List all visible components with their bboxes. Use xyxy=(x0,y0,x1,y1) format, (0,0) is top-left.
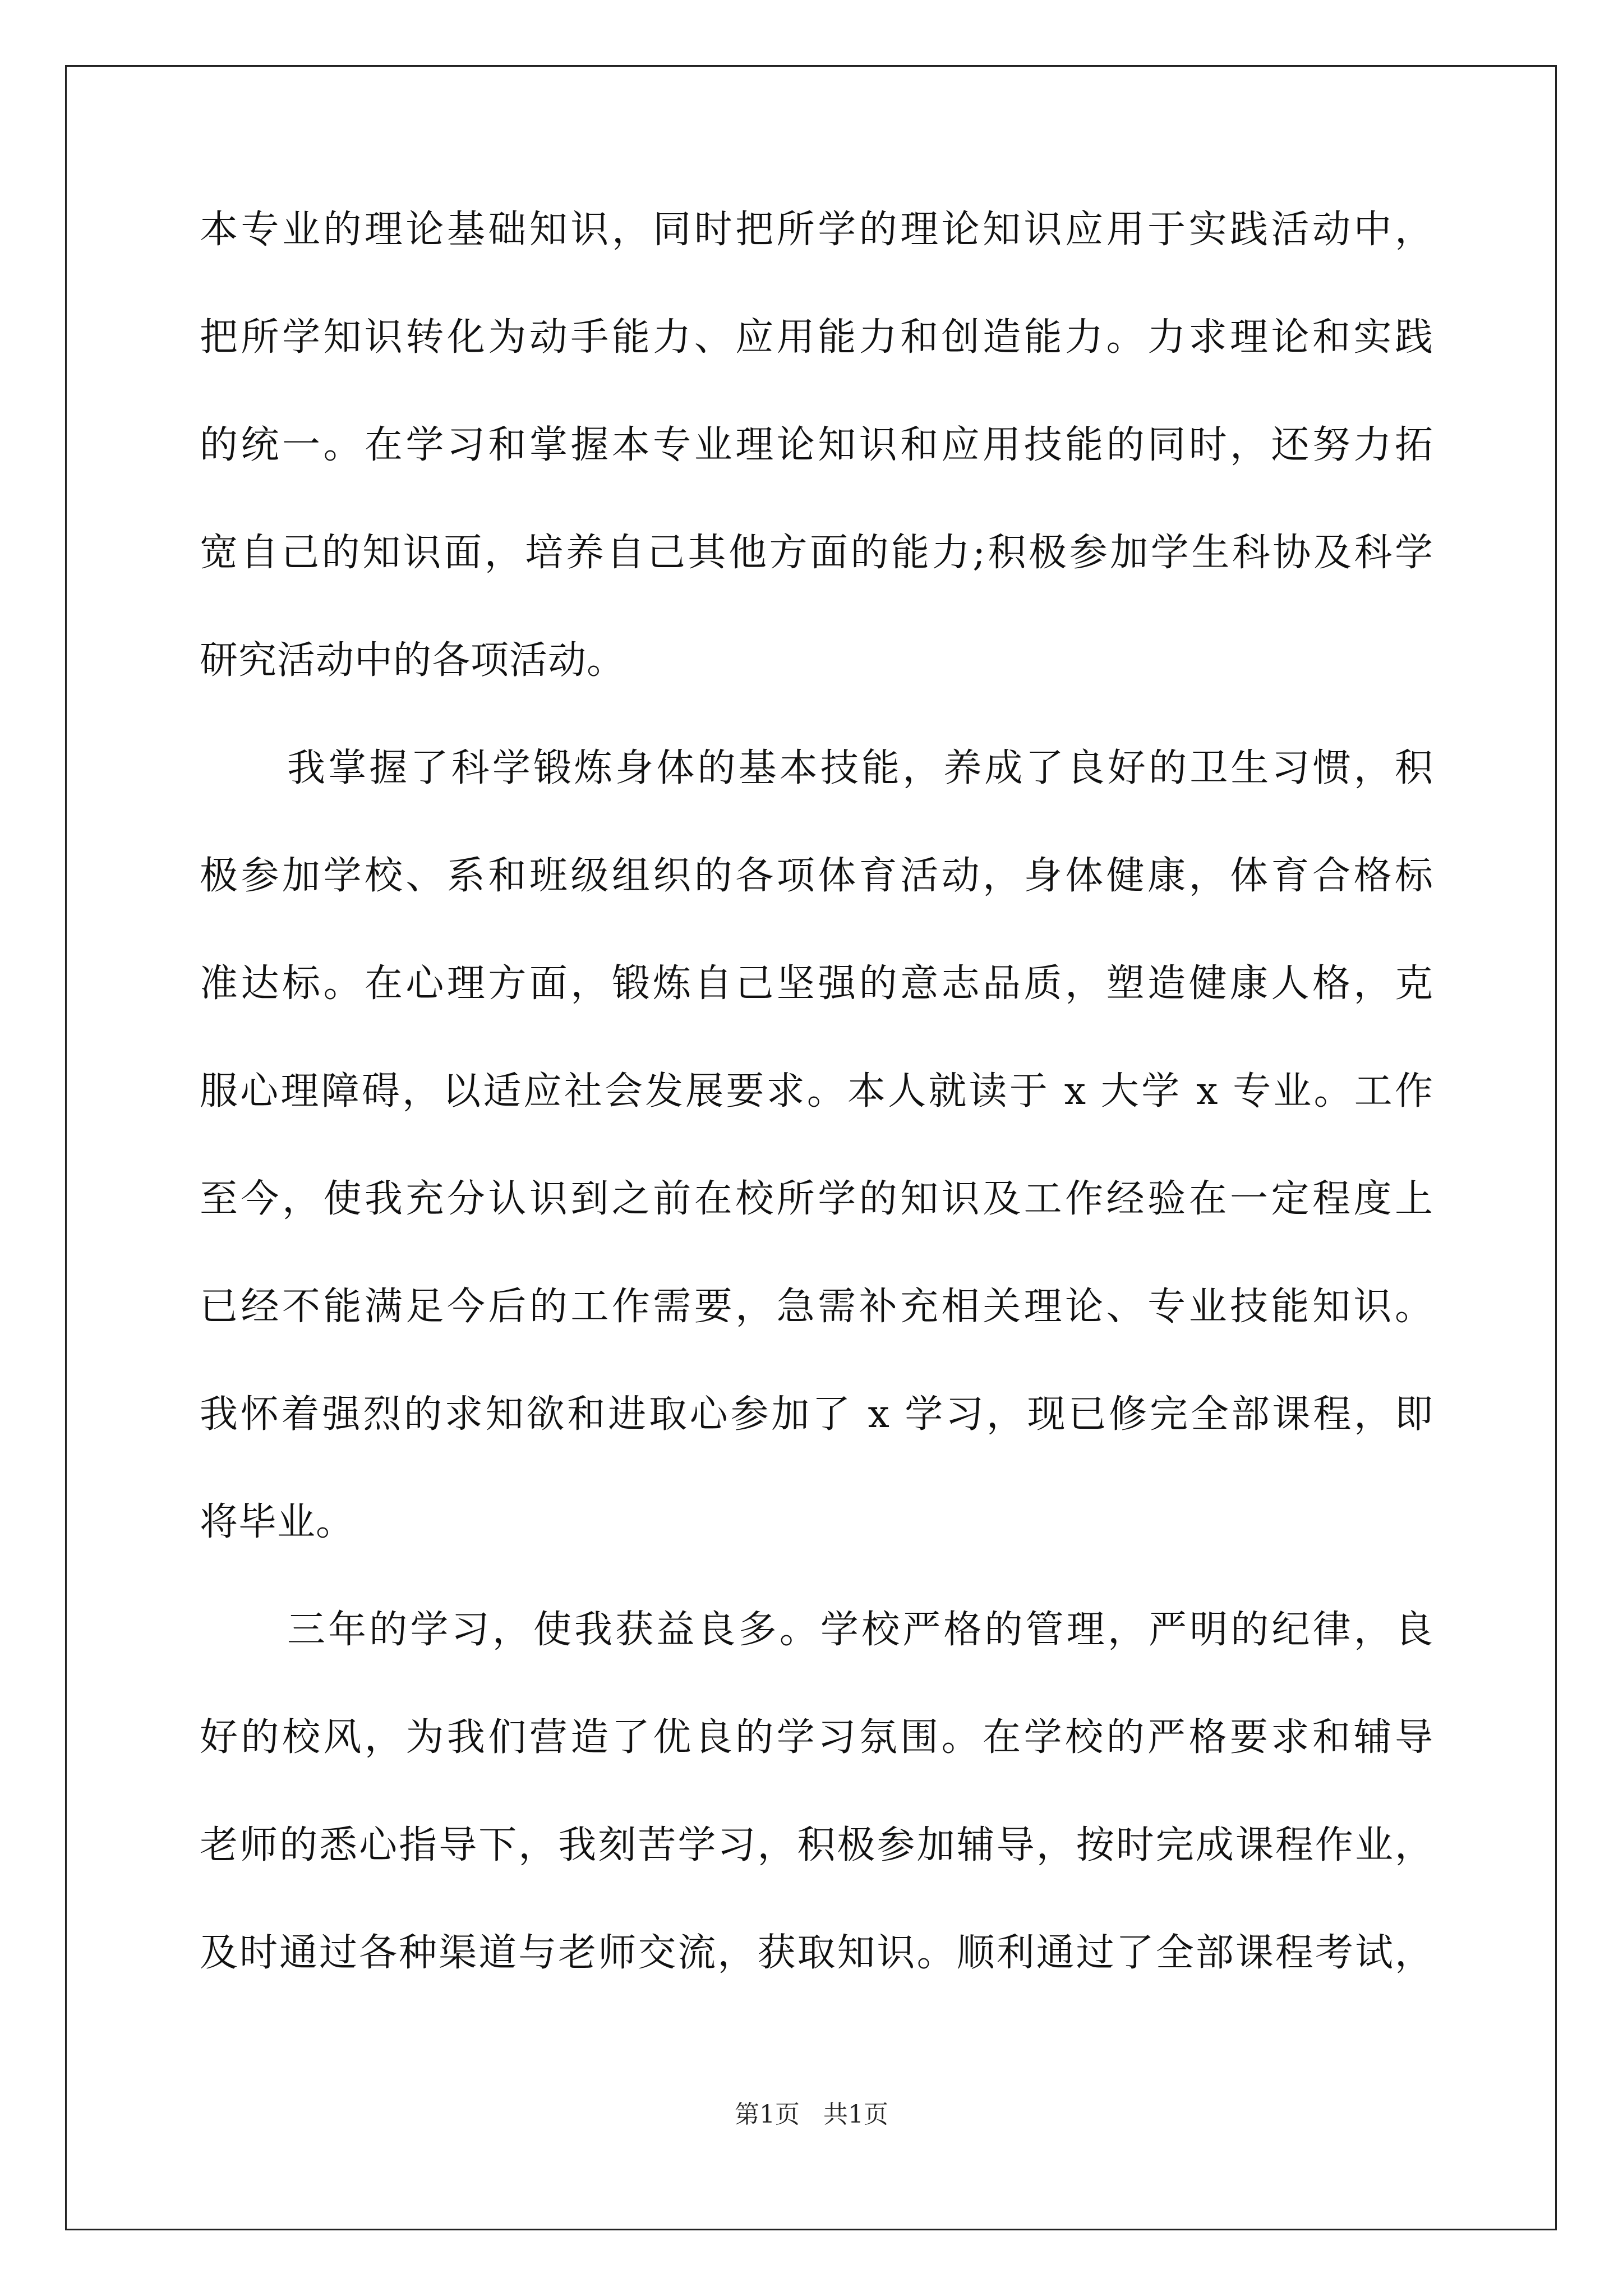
text-line: 我掌握了科学锻炼身体的基本技能，养成了良好的卫生习惯，积 xyxy=(287,746,1433,790)
text-line: 老师的悉心指导下，我刻苦学习，积极参加辅导，按时完成课程作业， xyxy=(200,1823,1433,1867)
text-line: 服心理障碍，以适应社会发展要求。本人就读于 x 大学 x 专业。工作 xyxy=(200,1069,1433,1114)
text-line: 研究活动中的各项活动。 xyxy=(200,638,626,683)
text-line: 已经不能满足今后的工作需要，急需补充相关理论、专业技能知识。 xyxy=(200,1285,1433,1329)
text-line: 及时通过各种渠道与老师交流，获取知识。顺利通过了全部课程考试， xyxy=(200,1931,1433,1975)
paragraph-1 xyxy=(200,203,1433,742)
paragraph-3 xyxy=(200,1603,1433,2034)
text-line: 将毕业。 xyxy=(200,1500,355,1544)
paragraph-2 xyxy=(200,742,1433,1603)
text-line: 本专业的理论基础知识，同时把所学的理论知识应用于实践活动中， xyxy=(200,208,1433,252)
text-line: 好的校风，为我们营造了优良的学习氛围。在学校的严格要求和辅导 xyxy=(200,1715,1433,1760)
document-body xyxy=(200,203,1433,2034)
text-line: 至今，使我充分认识到之前在校所学的知识及工作经验在一定程度上 xyxy=(200,1177,1433,1221)
text-line: 的统一。在学习和掌握本专业理论知识和应用技能的同时，还努力拓 xyxy=(200,423,1433,467)
page-footer: 第1页 共1页 xyxy=(735,2100,888,2129)
text-line: 准达标。在心理方面，锻炼自己坚强的意志品质，塑造健康人格，克 xyxy=(200,961,1433,1006)
text-line: 极参加学校、系和班级组织的各项体育活动，身体健康，体育合格标 xyxy=(200,854,1433,898)
text-line: 我怀着强烈的求知欲和进取心参加了 x 学习，现已修完全部课程，即 xyxy=(200,1392,1433,1437)
text-line: 三年的学习，使我获益良多。学校严格的管理，严明的纪律，良 xyxy=(287,1608,1433,1652)
text-line: 宽自己的知识面，培养自己其他方面的能力;积极参加学生科协及科学 xyxy=(200,531,1433,575)
text-line: 把所学知识转化为动手能力、应用能力和创造能力。力求理论和实践 xyxy=(200,315,1433,360)
